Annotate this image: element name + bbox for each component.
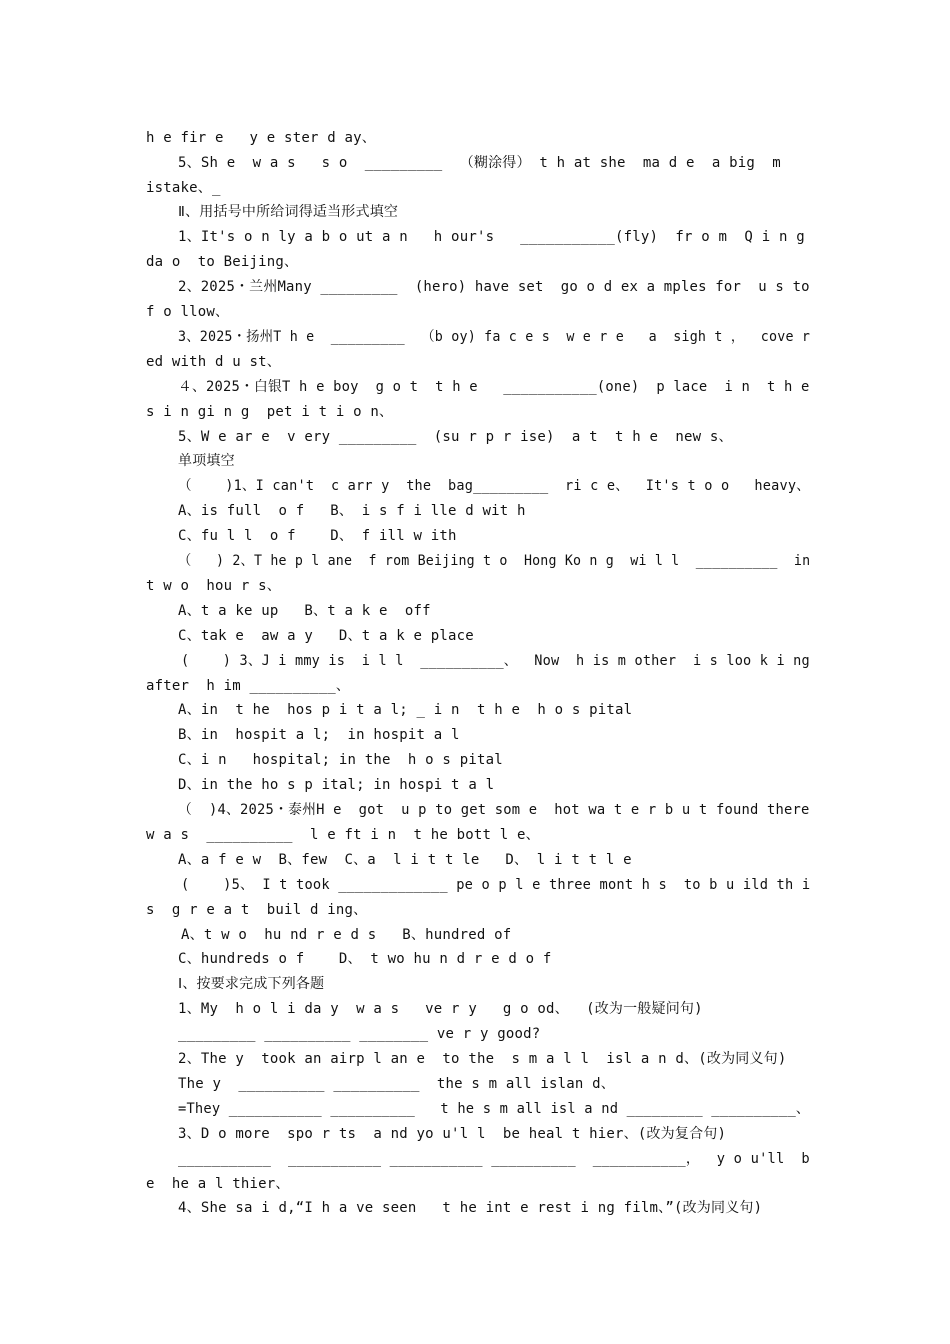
- text-line: 5、Sh e w a s s o _________ （糊涂得） t h at she ma d e a big m: [178, 155, 781, 171]
- text-line: 3、2025・扬州T h e _________ （b oy) fa c e s w e r e a sigh t ， cove r: [178, 329, 811, 345]
- option-line: A、t a ke up B、t a k e off: [178, 603, 431, 619]
- option-line: C、tak e aw a y D、t a k e place: [178, 628, 474, 644]
- text-line: 5、W e ar e v ery _________ (su r p r ise) a t t h e new s、: [178, 429, 733, 445]
- text-line: after h im __________、: [146, 678, 351, 694]
- option-line: C、fu l l o f D、 f ill w ith: [178, 528, 457, 544]
- option-line: C、hundreds o f D、 t wo hu n d r e d o f: [178, 951, 552, 967]
- text-line: 1、It's o n ly a b o ut a n h our's ___________(fly) fr o m Q i n g: [178, 229, 805, 245]
- question-line: 2、The y took an airp l an e to the s m a l l isl a n d、(改为同义句): [178, 1051, 787, 1067]
- section-heading: Ⅱ、用括号中所给词得适当形式填空: [178, 204, 399, 220]
- section-heading: Ⅰ、按要求完成下列各题: [178, 976, 325, 992]
- text-line: e he a l thier、: [146, 1176, 290, 1192]
- question-line: （ ) 2、T he p l ane f rom Beijing t o Hong Ko n g wi l l __________ in: [178, 553, 811, 569]
- question-line: （ )4、2025・泰州H e got u p to get som e hot wa t e r b u t found there: [178, 802, 810, 818]
- option-line: D、in the ho s p ital; in hospi t a l: [178, 777, 495, 793]
- question-line: 1、My h o l i da y w a s ve r y g o od、 (改为一般疑问句): [178, 1001, 703, 1017]
- question-line: ( )5、 I t took _____________ pe o p l e three mont h s to b u ild th i: [181, 877, 811, 893]
- option-line: C、i n hospital; in the h o s pital: [178, 752, 503, 768]
- text-line: w a s __________ l e ft i n t he bott l e、: [146, 827, 540, 843]
- answer-line: ___________ ___________ ___________ __________ ___________， y o u'll b: [178, 1151, 810, 1167]
- option-line: B、in hospit a l; in hospit a l: [178, 727, 460, 743]
- text-line: t w o hou r s、: [146, 578, 282, 594]
- text-line: s i n gi n g pet i t i o n、: [146, 404, 394, 420]
- question-line: 3、D o more spo r ts a nd yo u'l l be heal t hier、(改为复合句): [178, 1126, 727, 1142]
- question-line: （ )1、I can't c arr y the bag_________ ri c e、 It's t o o heavy、: [178, 478, 810, 494]
- answer-line: _________ __________ ________ ve r y good?: [178, 1026, 541, 1042]
- question-line: 4、She sa i d,“I h a ve seen t he int e rest i ng film、”(改为同义句): [178, 1200, 763, 1216]
- text-line: da o to Beijing、: [146, 254, 299, 270]
- text-line: h e fir e y e ster d ay、: [146, 130, 376, 146]
- section-heading: 单项填空: [178, 453, 235, 469]
- answer-line: The y __________ __________ the s m all islan d、: [178, 1076, 616, 1092]
- text-line: istake、_: [146, 180, 221, 196]
- text-line: ed with d u st、: [146, 354, 282, 370]
- option-line: A、is full o f B、 i s f i lle d wit h: [178, 503, 526, 519]
- text-line: s g r e a t buil d ing、: [146, 902, 368, 918]
- question-line: ( ) 3、J i mmy is i l l __________、 Now h is m other i s loo k i ng: [181, 653, 810, 669]
- option-line: A、in t he hos p i t a l; _ i n t h e h o s pital: [178, 702, 633, 718]
- option-line: A、a f e w B、few C、a l i t t le D、 l i t t l e: [178, 852, 632, 868]
- text-line: 2、2025・兰州Many _________ (hero) have set go o d ex a mples for u s to: [178, 279, 810, 295]
- text-line: ４、2025・白银T h e boy g o t t h e ___________(one) p lace i n t h e: [178, 379, 810, 395]
- answer-line: =They ___________ __________ t he s m all isl a nd _________ __________、: [178, 1101, 810, 1117]
- text-line: f o llow、: [146, 304, 230, 320]
- option-line: A、t w o hu nd r e d s B、hundred of: [181, 927, 512, 943]
